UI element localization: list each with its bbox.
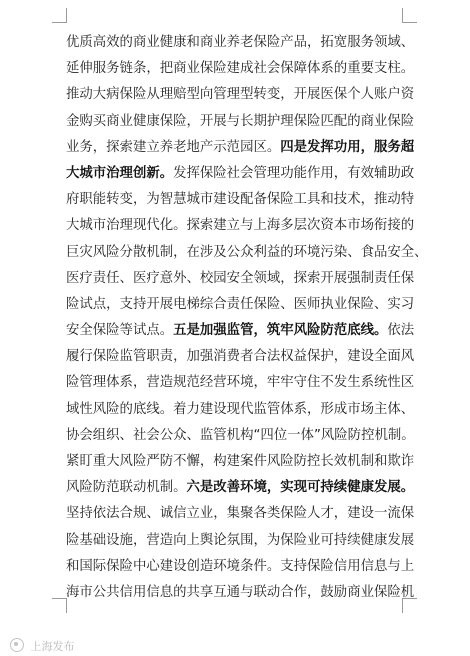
watermark <box>10 638 75 654</box>
text-line <box>66 501 415 527</box>
text-line <box>66 423 415 449</box>
weibo-watermark-icon <box>10 638 24 652</box>
text-segment: 紧盯重大风险严防不懈，构建案件风险防控长效机制和欺诈 <box>66 454 415 469</box>
crop-mark-top-right <box>402 8 417 23</box>
text-line <box>66 161 415 187</box>
text-line <box>66 292 415 318</box>
text-segment: 和国际保险中心建设创造环境条件。支持保险信用信息与上 <box>66 558 415 574</box>
text-line <box>66 82 415 108</box>
bold-text-segment: 五是加强监管，筑牢风险防范底线。 <box>173 323 388 339</box>
text-line <box>66 397 415 423</box>
text-line <box>66 370 415 396</box>
text-line <box>66 528 415 554</box>
text-line <box>66 213 415 239</box>
text-segment: 险管理体系，营造规范经营环境，牢牢守住不发生系统性区 <box>66 375 415 391</box>
text-segment: 府职能转变，为智慧城市建设配备保险工具和技术，推动特 <box>66 192 415 208</box>
text-segment: 海市公共信用信息的共享互通与联动合作，鼓励商业保险机 <box>66 584 415 600</box>
text-segment: 坚持依法合规、诚信立业，集聚各类保险人才，建设一流保 <box>66 506 415 522</box>
text-segment: 险试点，支持开展电梯综合责任保险、医师执业保险、实习 <box>66 296 415 312</box>
text-segment: 险基础设施，营造向上舆论氛围，为保险业可持续健康发展 <box>66 532 415 548</box>
text-line <box>66 449 415 475</box>
text-line <box>66 580 415 606</box>
text-line <box>66 266 415 292</box>
text-segment: 巨灾风险分散机制，在涉及公众利益的环境污染、食品安全、 <box>66 244 428 260</box>
bold-text-segment: 大城市治理创新。 <box>66 165 174 181</box>
text-line <box>66 187 415 213</box>
text-line <box>66 240 428 266</box>
text-segment: 风险防范联动机制。 <box>66 480 187 496</box>
text-segment: 依法 <box>387 323 415 339</box>
text-segment: 延伸服务链条，把商业保险建成社会保障体系的重要支柱。 <box>66 61 415 77</box>
text-line <box>66 554 415 580</box>
watermark-text: 上海发布 <box>30 640 75 653</box>
crop-mark-bottom-left <box>52 598 67 613</box>
text-segment: 业务，探索建立养老地产示范园区。 <box>66 139 281 155</box>
text-segment: 推动大病保险从理赔型向管理型转变，开展医保个人账户资 <box>66 87 415 103</box>
text-segment: 大城市治理现代化。探索建立与上海多层次资本市场衔接的 <box>66 218 415 234</box>
text-line <box>66 135 415 161</box>
bold-text-segment: 六是改善环境，实现可持续健康发展。 <box>186 480 415 496</box>
text-line <box>66 318 415 344</box>
body-text <box>66 30 428 606</box>
text-segment: 履行保险监管职责，加强消费者合法权益保护，建设全面风 <box>66 349 415 365</box>
text-segment: 优质高效的商业健康和商业养老保险产品，拓宽服务领域、 <box>66 35 415 50</box>
text-segment: 金购买商业健康保险，开展与长期护理保险匹配的商业保险 <box>66 113 415 129</box>
text-line <box>66 56 415 82</box>
text-line <box>66 109 415 135</box>
text-line <box>66 475 415 501</box>
bold-text-segment: 四是发挥功用，服务超 <box>280 139 415 155</box>
text-segment: 域性风险的底线。着力建设现代监管体系，形成市场主体、 <box>66 401 415 417</box>
text-segment: 协会组织、社会公众、监管机构“四位一体”风险防控机制。 <box>66 427 415 443</box>
text-line <box>66 344 415 370</box>
text-segment: 医疗责任、医疗意外、校园安全领域，探索开展强制责任保 <box>66 270 415 286</box>
text-line <box>66 30 415 56</box>
text-segment: 安全保险等试点。 <box>66 323 174 339</box>
crop-mark-top-left <box>52 8 67 23</box>
text-segment: 发挥保险社会管理功能作用，有效辅助政 <box>173 165 415 181</box>
